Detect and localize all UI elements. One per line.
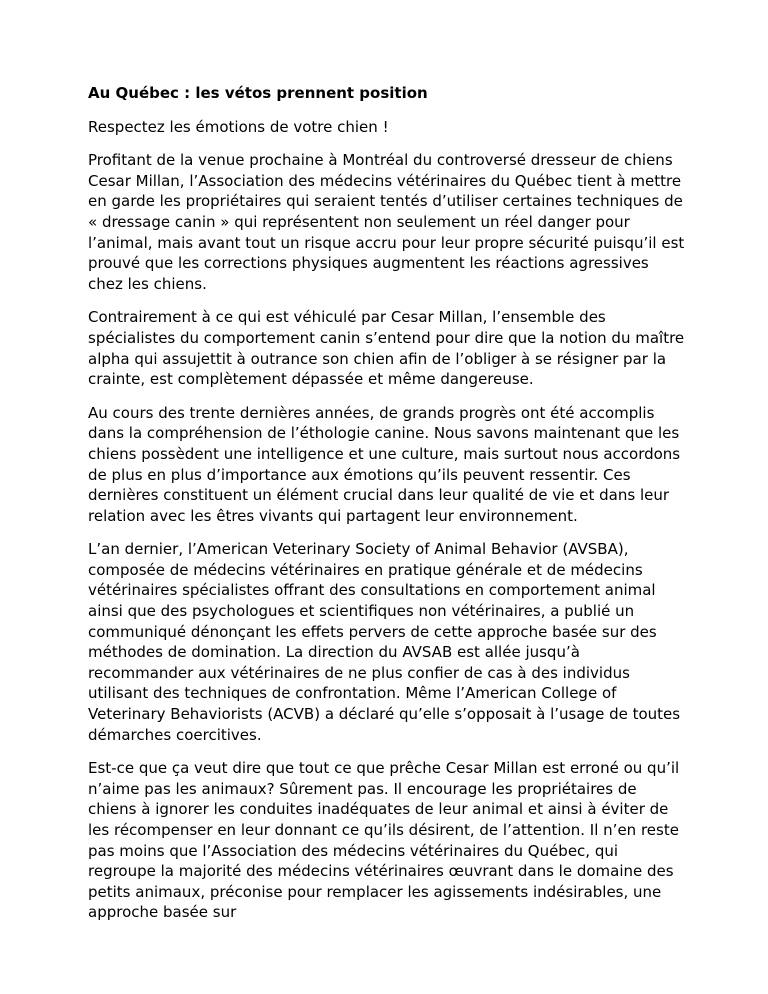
article-subtitle: Respectez les émotions de votre chien ! [88, 117, 389, 136]
paragraph-4: L’an dernier, l’American Veterinary Society of Animal Behavior (AVSBA), composée de médecins vétérinaires en pratique générale et de médecins vétérinaires spécialistes offrant des consultations en comportement animal ainsi que des psychologues et scientifiques non vétérinaires, a publié un communiqué dénonçant les effets pervers de cette approche basée sur des méthodes de domination. La direction du AVSAB est allée jusqu’à recommander aux vétérinaires de ne plus confier de cas à des individus utilisant des techniques de confrontation. Même l’American College of Veterinary Behaviorists (ACVB) a déclaré qu’elle s’opposait à l’usage de toutes démarches coercitives. [88, 540, 681, 744]
document-body [88, 83, 688, 936]
paragraph-2: Contrairement à ce qui est véhiculé par Cesar Millan, l’ensemble des spécialistes du comportement canin s’entend pour dire que la notion du maître alpha qui assujettit à outrance son chien afin de l’obliger à se résigner par la crainte, est complètement dépassée et même dangereuse. [88, 308, 685, 389]
paragraph-5: Est-ce que ça veut dire que tout ce que prêche Cesar Millan est erroné ou qu’il n’aime pas les animaux? Sûrement pas. Il encourage les propriétaires de chiens à ignorer les conduites inadéquates de leur animal et ainsi à éviter de les récompenser en leur donnant ce qu’ils désirent, de l’attention. Il n’en reste pas moins que l’Association des médecins vétérinaires du Québec, qui regroupe la majorité des médecins vétérinaires œuvrant dans le domaine des petits animaux, préconise pour remplacer les agissements indésirables, une approche basée sur [88, 759, 680, 922]
article-title: Au Québec : les vétos prennent position [88, 84, 428, 102]
paragraph-1: Profitant de la venue prochaine à Montréal du controversé dresseur de chiens Cesar Millan, l’Association des médecins vétérinaires du Québec tient à mettre en garde les propriétaires qui seraient tentés d’utiliser certaines techniques de « dressage canin » qui représentent non seulement un réel danger pour l’animal, mais avant tout un risque accru pour leur propre sécurité puisqu’il est prouvé que les corrections physiques augmentent les réactions agressives chez les chiens. [88, 151, 685, 293]
paragraph-3: Au cours des trente dernières années, de grands progrès ont été accomplis dans la compréhension de l’éthologie canine. Nous savons maintenant que les chiens possèdent une intelligence et une culture, mais surtout nous accordons de plus en plus d’importance aux émotions qu’ils peuvent ressentir. Ces dernières constituent un élément crucial dans leur qualité de vie et dans leur relation avec les êtres vivants qui partagent leur environnement. [88, 403, 681, 525]
